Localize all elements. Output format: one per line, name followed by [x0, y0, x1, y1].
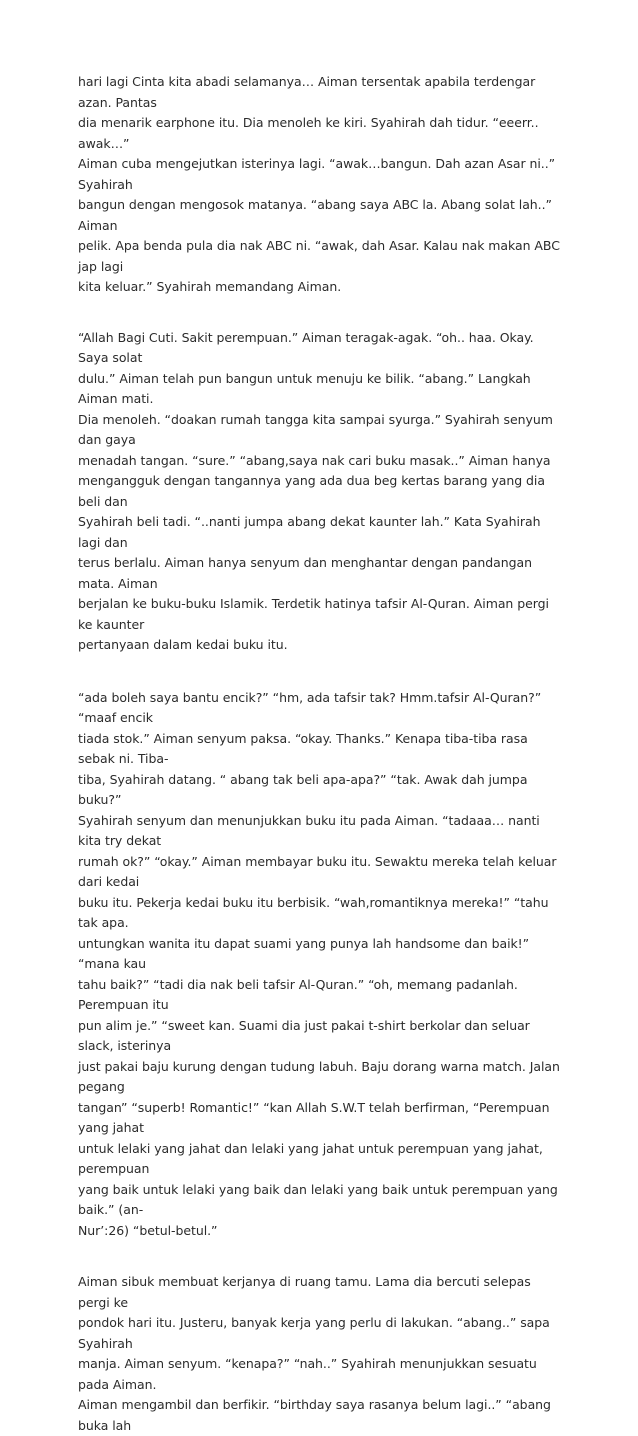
paragraph: “Allah Bagi Cuti. Sakit perempuan.” Aiman teragak-agak. “oh.. haa. Okay. Saya solat dulu.” Aiman telah pun bangun untuk menuju ke bilik. “abang.” Langkah Aiman mati. Dia menoleh. “doakan rumah tangga kita sampai syurga.” Syahirah senyum dan gaya menadah tangan. “sure.” “abang,saya nak cari buku masak..” Aiman hanya mengangguk dengan tangannya yang ada dua beg kertas barang yang dia beli dan Syahirah beli tadi. “..nanti jumpa abang dekat kaunter lah.” Kata Syahirah lagi dan terus berlalu. Aiman hanya senyum dan menghantar dengan pandangan mata. Aiman berjalan ke buku-buku Islamik. Terdetik hatinya tafsir Al-Quran. Aiman pergi ke kaunter pertanyaan dalam kedai buku itu.: [78, 329, 553, 652]
paragraph: “ada boleh saya bantu encik?” “hm, ada tafsir tak? Hmm.tafsir Al-Quran?” “maaf encik tiada stok.” Aiman senyum paksa. “okay. Thanks.” Kenapa tiba-tiba rasa sebak ni. Tiba- tiba, Syahirah datang. “ abang tak beli apa-apa?” “tak. Awak dah jumpa buku?” Syahirah senyum dan menunjukkan buku itu pada Aiman. “tadaaa… nanti kita try dekat rumah ok?” “okay.” Aiman membayar buku itu. Sewaktu mereka telah keluar dari kedai buku itu. Pekerja kedai buku itu berbisik. “wah,romantiknya mereka!” “tahu tak apa. untungkan wanita itu dapat suami yang punya lah handsome dan baik!” “mana kau tahu baik?” “tadi dia nak beli tafsir Al-Quran.” “oh, memang padanlah. Perempuan itu pun alim je.” “sweet kan. Suami dia just pakai t-shirt berkolar dan seluar slack, isterinya just pakai baju kurung dengan tudung labuh. Baju dorang warna match. Jalan pegang tangan” “superb! Romantic!” “kan Allah S.W.T telah berfirman, “Perempuan yang jahat untuk lelaki yang jahat dan lelaki yang jahat untuk perempuan yang jahat, perempuan yang baik untuk lelaki yang baik dan lelaki yang baik untuk perempuan yang baik.” (an- Nur’:26) “betul-betul.”: [78, 689, 560, 1238]
paragraph: hari lagi Cinta kita abadi selamanya… Aiman tersentak apabila terdengar azan. Pantas dia menarik earphone itu. Dia menoleh ke kiri. Syahirah dah tidur. “eeerr.. awak…” Aiman cuba mengejutkan isterinya lagi. “awak…bangun. Dah azan Asar ni..” Syahirah bangun dengan mengosok matanya. “abang saya ABC la. Abang solat lah..” Aiman pelik. Apa benda pula dia nak ABC ni. “awak, dah Asar. Kalau nak makan ABC jap lagi kita keluar.” Syahirah memandang Aiman.: [78, 74, 560, 294]
document-body: [78, 72, 566, 1436]
paragraph: Aiman sibuk membuat kerjanya di ruang tamu. Lama dia bercuti selepas pergi ke pondok hari itu. Justeru, banyak kerja yang perlu di lakukan. “abang..” sapa Syahirah manja. Aiman senyum. “kenapa?” “nah..” Syahirah menunjukkan sesuatu pada Aiman. Aiman mengambil dan berfikir. “birthday saya rasanya belum lagi..” “abang buka lah: [78, 1274, 551, 1433]
